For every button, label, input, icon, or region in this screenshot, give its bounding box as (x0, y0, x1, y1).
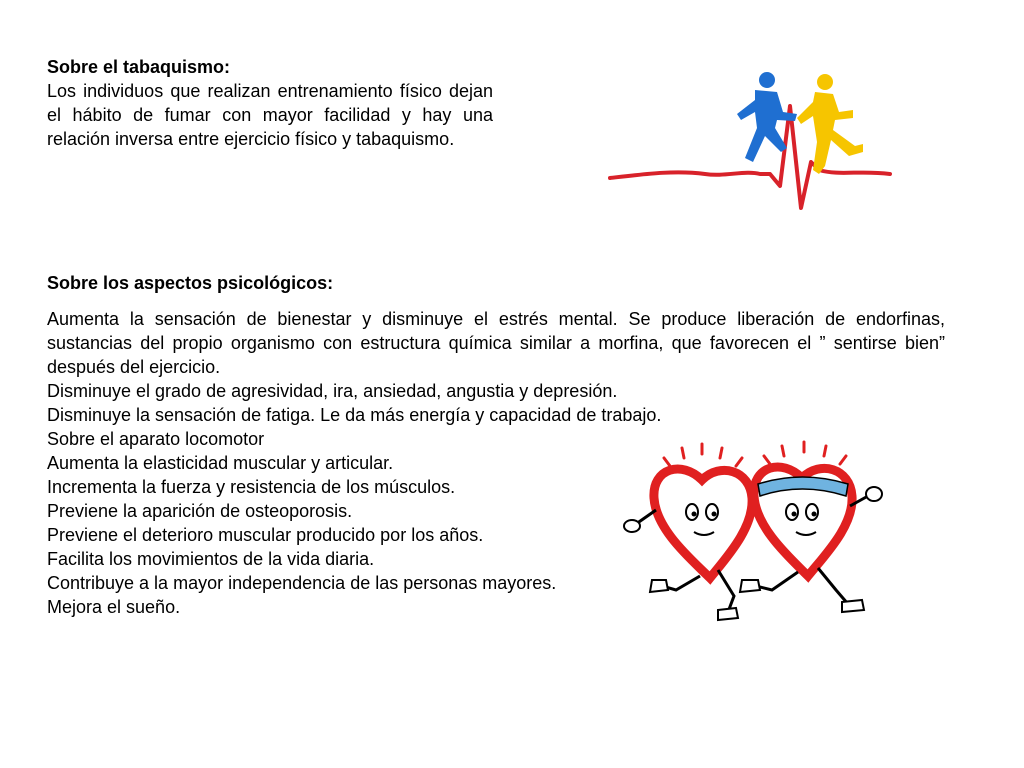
heart-right (740, 467, 882, 612)
sparks (664, 442, 846, 466)
subheading-locomotor: Sobre el aparato locomotor (47, 429, 265, 449)
benefit-line: Mejora el sueño. (47, 597, 181, 617)
heading-psicologicos: Sobre los aspectos psicológicos: (47, 273, 334, 293)
benefit-line: Previene la aparición de osteoporosis. (47, 501, 353, 521)
benefit-line: Previene el deterioro muscular producido por los años. (47, 525, 484, 545)
benefit-line: Contribuye a la mayor independencia de las personas mayores. (47, 573, 557, 593)
heading-tabaquismo: Sobre el tabaquismo: (47, 57, 231, 77)
runner-back (797, 74, 863, 174)
heart-left (624, 469, 752, 620)
runner-front (737, 72, 797, 162)
runners-heartbeat-icon (605, 66, 895, 214)
section-psicologicos-heading-wrap (47, 271, 647, 295)
benefit-line: Facilita los movimientos de la vida diaria. (47, 549, 375, 569)
benefit-line: Disminuye el grado de agresividad, ira, ansiedad, angustia y depresión. (47, 381, 618, 401)
paragraph-psicologicos: Aumenta la sensación de bienestar y disminuye el estrés mental. Se produce liberación de endorfinas, sustancias del propio organismo con estructura química similar a morfina, que favorecen el ” sentirse bien” después del ejercicio. (47, 309, 945, 377)
benefit-line: Incrementa la fuerza y resistencia de los músculos. (47, 477, 456, 497)
paragraph-tabaquismo: Los individuos que realizan entrenamiento físico dejan el hábito de fumar con mayor facilidad y hay una relación inversa entre ejercicio físico y tabaquismo. (47, 81, 493, 149)
section-tabaquismo (47, 55, 493, 151)
benefit-line: Aumenta la elasticidad muscular y articular. (47, 453, 394, 473)
benefit-line: Disminuye la sensación de fatiga. Le da más energía y capacidad de trabajo. (47, 405, 662, 425)
running-hearts-icon (622, 440, 892, 625)
